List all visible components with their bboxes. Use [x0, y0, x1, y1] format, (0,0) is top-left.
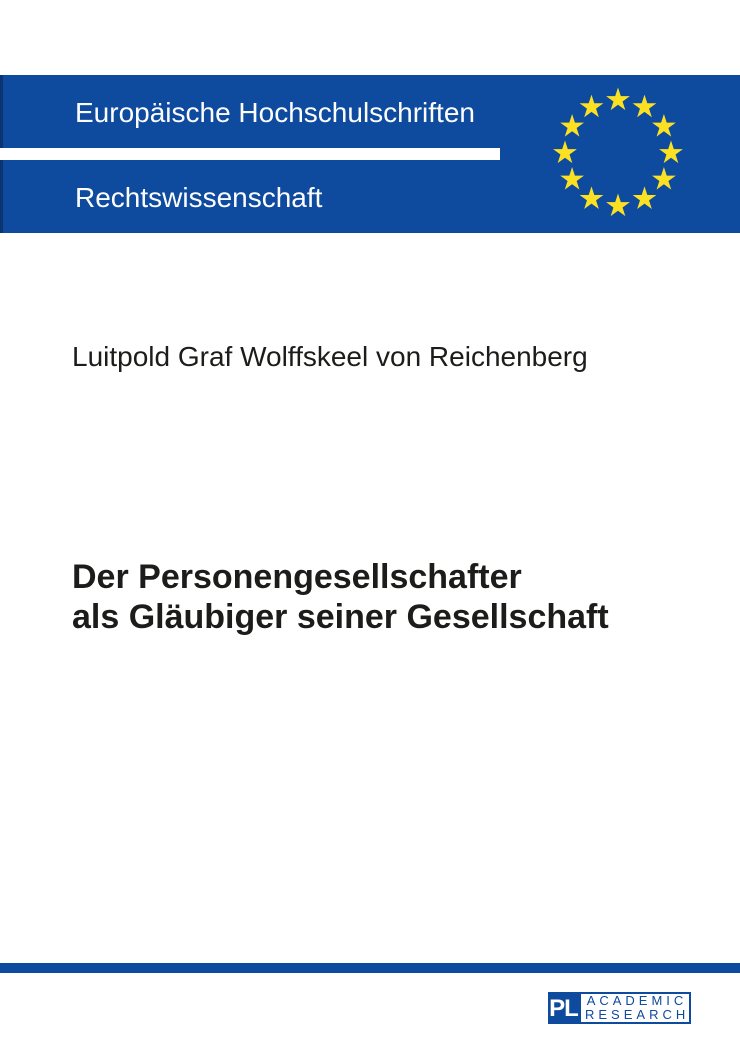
eu-star	[580, 95, 604, 118]
publisher-monogram: PL	[548, 992, 579, 1024]
eu-star	[652, 114, 676, 137]
publisher-wordmark	[579, 992, 691, 1024]
publisher-logo	[548, 992, 691, 1024]
eu-star	[659, 141, 683, 164]
banner-divider-bar	[0, 148, 500, 160]
eu-star	[560, 114, 584, 137]
series-title: Europäische Hochschulschriften	[75, 97, 475, 128]
eu-star	[652, 167, 676, 190]
eu-star	[633, 186, 657, 209]
bottom-rule	[0, 963, 740, 973]
book-title-line1: Der Personengesellschafter	[72, 558, 522, 596]
eu-star	[553, 141, 577, 164]
eu-star	[560, 167, 584, 190]
series-subject: Rechtswissenschaft	[75, 182, 323, 213]
eu-star	[606, 194, 630, 217]
eu-star	[580, 186, 604, 209]
publisher-wordmark-line1: ACADEMIC	[586, 993, 688, 1008]
eu-star	[606, 88, 630, 111]
series-banner	[0, 75, 740, 233]
author-name: Luitpold Graf Wolffskeel von Reichenberg	[72, 341, 588, 372]
eu-star	[633, 95, 657, 118]
publisher-wordmark-line2: RESEARCH	[585, 1007, 690, 1022]
book-title	[72, 557, 609, 637]
book-title-line2: als Gläubiger seiner Gesellschaft	[72, 598, 609, 636]
